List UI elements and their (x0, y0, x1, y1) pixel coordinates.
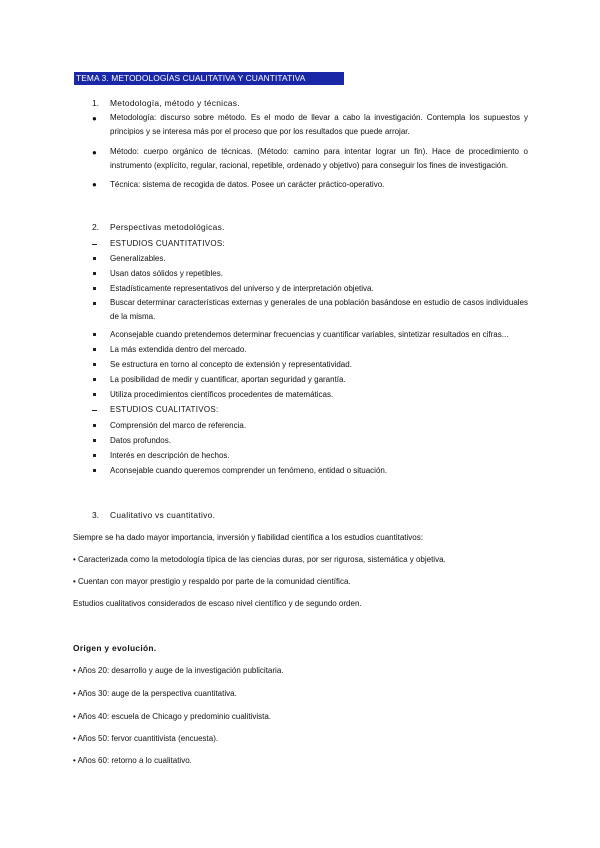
quantitative-item: Aconsejable cuando pretendemos determinar frecuencias y cuantificar variables, sintetizar resultados en cifras... (110, 330, 509, 339)
section-1-bullet: Técnica: sistema de recogida de datos. Posee un carácter práctico-operativo. (110, 180, 385, 189)
paragraph: Estudios cualitativos considerados de escaso nivel científico y de segundo orden. (73, 599, 362, 608)
origin-item: • Años 30: auge de la perspectiva cuantitativa. (73, 689, 237, 698)
paragraph: Siempre se ha dado mayor importancia, inversión y fiabilidad científica a los estudios cuantitativos: (73, 533, 423, 542)
square-bullet-icon (93, 302, 96, 305)
square-bullet-icon (93, 287, 96, 290)
bullet-icon: ● (92, 148, 97, 157)
section-3-title: Cualitativo vs cuantitativo. (110, 510, 216, 520)
origin-title: Origen y evolución. (73, 643, 157, 653)
section-1-title: Metodología, método y técnicas. (110, 98, 240, 108)
origin-item: • Años 40: escuela de Chicago y predominio cualitivista. (73, 712, 272, 721)
square-bullet-icon (93, 469, 96, 472)
quantitative-item: Se estructura en torno al concepto de extensión y representatividad. (110, 360, 352, 369)
qualitative-title: ESTUDIOS CUALITATIVOS: (110, 405, 219, 414)
section-1-bullet: Método: cuerpo orgánico de técnicas. (Método: camino para intentar lograr un fin). Hace de procedimiento o instrumento (explícito, regular, racional, repetible, ordenado y objetivo) para conseguir los fines de investigación. (110, 147, 528, 170)
square-bullet-icon (93, 257, 96, 260)
bullet-icon: ● (92, 180, 97, 189)
paragraph: • Caracterizada como la metodología típica de las ciencias duras, por ser rigurosa, sistemática y objetiva. (73, 555, 446, 564)
square-bullet-icon (93, 454, 96, 457)
quantitative-item: Usan datos sólidos y repetibles. (110, 269, 223, 278)
dash-icon (92, 244, 97, 245)
qualitative-item: Aconsejable cuando queremos comprender un fenómeno, entidad o situación. (110, 466, 388, 475)
qualitative-item: Datos profundos. (110, 436, 171, 445)
origin-item: • Años 20: desarrollo y auge de la investigación publicitaria. (73, 666, 284, 675)
section-2-title: Perspectivas metodológicas. (110, 222, 225, 232)
paragraph: • Cuentan con mayor prestigio y respaldo por parte de la comunidad científica. (73, 577, 351, 586)
origin-item: • Años 60: retorno a lo cualitativo. (73, 756, 192, 765)
section-1-number: 1. (92, 98, 99, 108)
bullet-icon: ● (92, 114, 97, 123)
square-bullet-icon (93, 272, 96, 275)
square-bullet-icon (93, 393, 96, 396)
square-bullet-icon (93, 424, 96, 427)
quantitative-item: Buscar determinar características externas y generales de una población basándose en estudio de casos individuales de la misma. (110, 298, 528, 321)
qualitative-item: Interés en descripción de hechos. (110, 451, 230, 460)
quantitative-item: Utiliza procedimientos científicos procedentes de matemáticas. (110, 390, 334, 399)
quantitative-item: Estadísticamente representativos del universo y de interpretación objetiva. (110, 284, 374, 293)
section-2-number: 2. (92, 222, 99, 232)
square-bullet-icon (93, 439, 96, 442)
square-bullet-icon (93, 378, 96, 381)
dash-icon (92, 410, 97, 411)
section-3-number: 3. (92, 510, 99, 520)
section-1-bullet: Metodología: discurso sobre método. Es el modo de llevar a cabo la investigación. Contempla los supuestos y principios y se interesa más por el proceso que por los resultados que puede arrojar. (110, 113, 528, 136)
square-bullet-icon (93, 363, 96, 366)
quantitative-title: ESTUDIOS CUANTITATIVOS: (110, 239, 226, 248)
document-heading: TEMA 3. METODOLOGÍAS CUALITATIVA Y CUANTITATIVA (74, 72, 344, 85)
qualitative-item: Comprensión del marco de referencia. (110, 421, 247, 430)
square-bullet-icon (93, 348, 96, 351)
square-bullet-icon (93, 333, 96, 336)
quantitative-item: Generalizables. (110, 254, 166, 263)
quantitative-item: La posibilidad de medir y cuantificar, aportan seguridad y garantía. (110, 375, 346, 384)
origin-item: • Años 50: fervor cuantitivista (encuesta). (73, 734, 219, 743)
quantitative-item: La más extendida dentro del mercado. (110, 345, 247, 354)
